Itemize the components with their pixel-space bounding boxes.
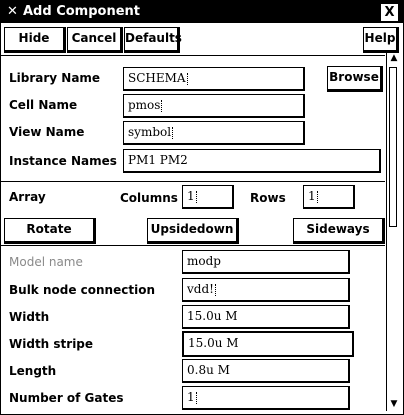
number-of-gates-label: Number of Gates	[9, 391, 124, 405]
scrollbar[interactable]	[386, 53, 401, 411]
view-name-label: View Name	[9, 125, 85, 139]
cell-name-field[interactable]	[123, 94, 305, 118]
length-value: 0.8u M	[187, 363, 230, 377]
width-stripe-field[interactable]	[182, 331, 354, 357]
width-stripe-label: Width stripe	[9, 337, 94, 351]
text-cursor	[196, 392, 198, 404]
view-name-field[interactable]	[123, 121, 305, 145]
model-name-field[interactable]	[182, 250, 350, 274]
columns-label: Columns	[120, 191, 178, 205]
width-label: Width	[9, 310, 50, 324]
rows-label: Rows	[250, 191, 286, 205]
bulk-node-label: Bulk node connection	[9, 283, 155, 297]
upsidedown-button[interactable]: Upsidedown	[147, 218, 239, 244]
model-name-value: modp	[187, 254, 221, 268]
rows-field[interactable]	[303, 185, 355, 209]
instance-names-field[interactable]	[123, 149, 381, 173]
title-bar[interactable]	[1, 1, 403, 23]
text-cursor	[317, 191, 319, 203]
cell-name-label: Cell Name	[9, 98, 78, 112]
width-field[interactable]	[182, 305, 350, 329]
library-name-label: Library Name	[9, 71, 101, 85]
array-label: Array	[9, 190, 46, 204]
text-cursor	[187, 73, 189, 85]
scroll-up-arrow-icon[interactable]: ▲	[390, 53, 398, 63]
length-field[interactable]	[182, 359, 350, 383]
text-cursor	[196, 191, 198, 203]
rotate-button[interactable]: Rotate	[4, 218, 96, 244]
section-separator	[1, 245, 385, 246]
width-value: 15.0u M	[187, 309, 238, 323]
bulk-node-field[interactable]	[182, 278, 350, 302]
instance-names-value: PM1 PM2	[128, 153, 188, 167]
hide-button[interactable]: Hide	[4, 27, 66, 53]
scroll-down-arrow-icon[interactable]: ▼	[390, 399, 398, 409]
number-of-gates-field[interactable]	[182, 386, 350, 410]
text-cursor	[172, 127, 174, 139]
cancel-button[interactable]: Cancel	[67, 27, 123, 53]
scrollbar-thumb[interactable]	[389, 67, 397, 227]
length-label: Length	[9, 364, 57, 378]
instance-names-label: Instance Names	[9, 154, 117, 168]
text-cursor	[215, 284, 217, 296]
close-button[interactable]: X	[381, 4, 398, 21]
defaults-button[interactable]: Defaults	[124, 27, 180, 53]
text-cursor	[161, 100, 163, 112]
window-title: Add Component	[23, 4, 140, 19]
columns-field[interactable]	[182, 185, 234, 209]
model-name-label: Model name	[9, 255, 83, 269]
bulk-node-value: vdd!	[187, 282, 214, 296]
width-stripe-value: 15.0u M	[188, 336, 239, 350]
x-cross-icon: ✕	[7, 4, 18, 19]
toolbar-separator	[1, 55, 385, 56]
library-name-field[interactable]	[123, 67, 305, 91]
library-name-value: SCHEMA	[128, 71, 186, 85]
browse-button[interactable]: Browse	[327, 66, 383, 92]
section-separator	[1, 181, 385, 182]
view-name-value: symbol	[128, 125, 172, 139]
number-of-gates-value: 1	[187, 390, 195, 404]
sideways-button[interactable]: Sideways	[293, 218, 385, 244]
rows-value: 1	[308, 189, 316, 203]
help-button[interactable]: Help	[363, 27, 399, 53]
columns-value: 1	[187, 189, 195, 203]
cell-name-value: pmos	[128, 98, 161, 112]
